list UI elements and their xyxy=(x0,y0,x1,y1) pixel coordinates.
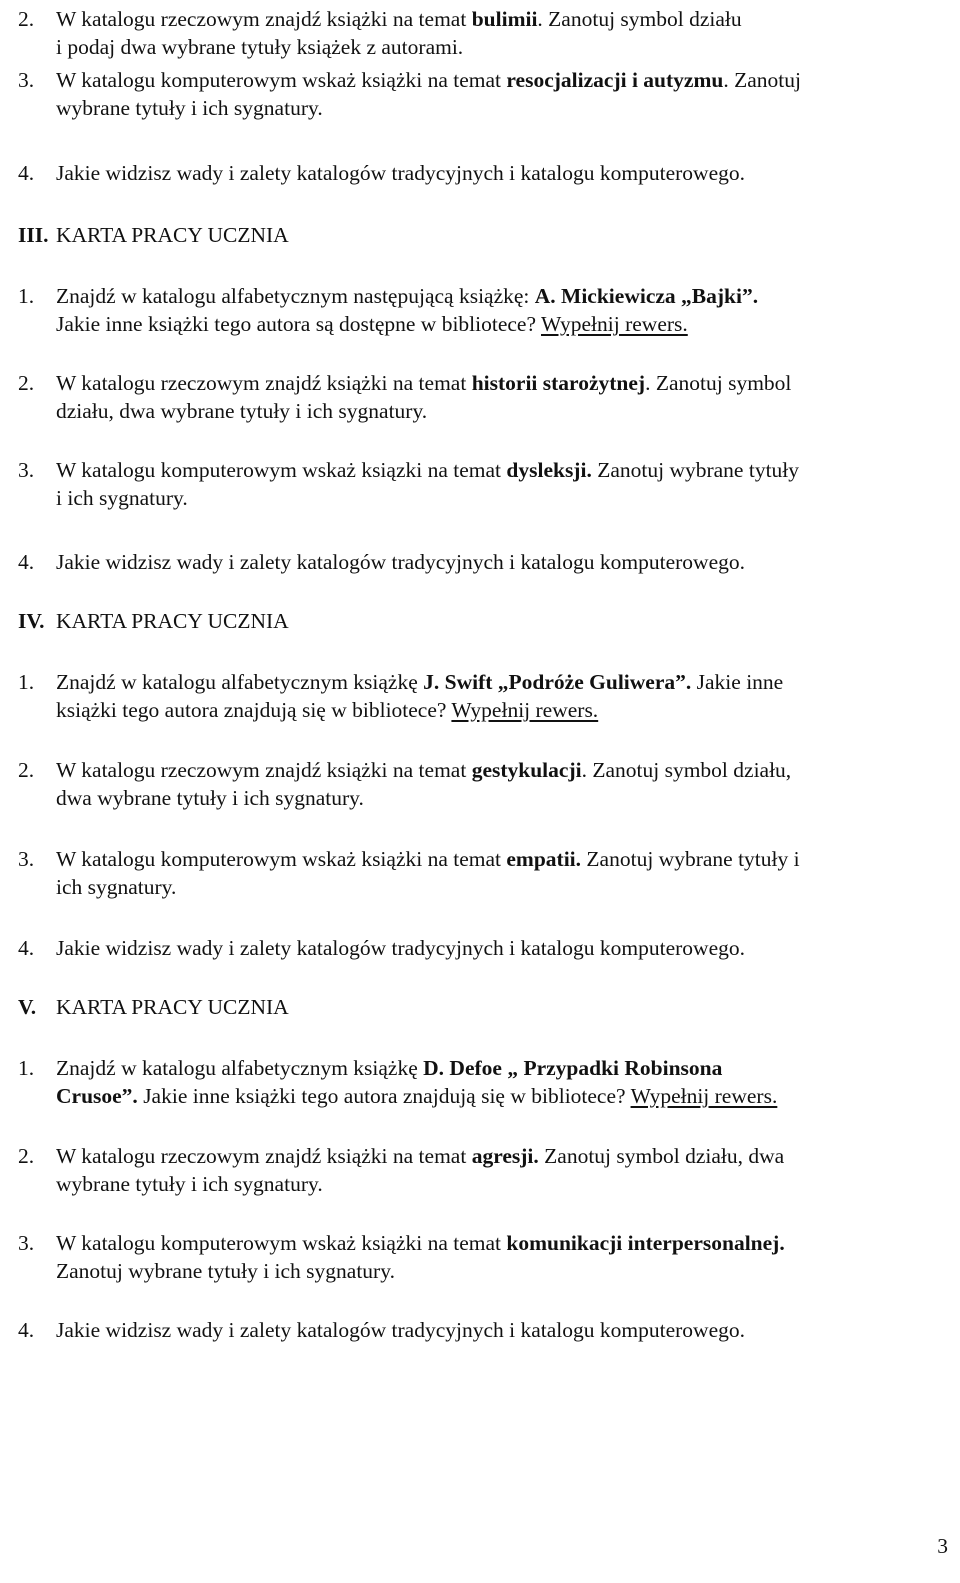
task-number: 3. xyxy=(18,1231,35,1255)
task-line xyxy=(18,369,948,397)
task-text: . Zanotuj symbol działu xyxy=(537,7,742,31)
task-item xyxy=(18,845,948,901)
bold-topic: bulimii xyxy=(471,7,538,31)
task-text: Zanotuj wybrane tytuły i ich sygnatury. xyxy=(56,1259,395,1283)
task-text: W katalogu komputerowym wskaż ksiązki na temat xyxy=(56,458,507,482)
task-text: Zanotuj wybrane tytuły i xyxy=(581,847,800,871)
task-number: 3. xyxy=(18,458,35,482)
task-text: Jakie widzisz wady i zalety katalogów tradycyjnych i katalogu komputerowego. xyxy=(56,550,745,574)
task-number: 2. xyxy=(18,7,35,31)
task-line xyxy=(18,845,948,873)
section-title: KARTA PRACY UCZNIA xyxy=(56,609,289,633)
task-text: Zanotuj symbol działu, dwa xyxy=(538,1144,785,1168)
task-line xyxy=(18,784,948,812)
task-text: W katalogu rzeczowym znajdź książki na temat xyxy=(56,1144,472,1168)
task-item xyxy=(18,66,948,122)
bold-topic: A. Mickiewicza „Bajki”. xyxy=(534,284,759,308)
task-item xyxy=(18,369,948,425)
bold-topic: D. Defoe „ Przypadki Robinsona xyxy=(423,1056,723,1080)
task-text: Znajdź w katalogu alfabetycznym książkę xyxy=(56,1056,424,1080)
task-number: 1. xyxy=(18,1056,35,1080)
bold-topic: dysleksji. xyxy=(506,458,592,482)
section-roman-numeral: V. xyxy=(18,995,37,1019)
task-number: 4. xyxy=(18,936,35,960)
task-text: Jakie widzisz wady i zalety katalogów tradycyjnych i katalogu komputerowego. xyxy=(56,161,745,185)
task-text: Znajdź w katalogu alfabetycznym następującą książkę: xyxy=(56,284,535,308)
task-item xyxy=(18,668,948,724)
task-line xyxy=(18,1082,948,1110)
task-number: 4. xyxy=(18,161,35,185)
task-item xyxy=(18,548,948,576)
task-line xyxy=(18,310,948,338)
task-line xyxy=(18,5,948,33)
task-text: W katalogu rzeczowym znajdź książki na temat xyxy=(56,371,472,395)
task-line xyxy=(18,696,948,724)
task-line xyxy=(18,1142,948,1170)
underlined-instruction: Wypełnij rewers. xyxy=(630,1084,778,1108)
task-text: wybrane tytuły i ich sygnatury. xyxy=(56,1172,323,1196)
task-text: Znajdź w katalogu alfabetycznym książkę xyxy=(56,670,424,694)
task-text: i podaj dwa wybrane tytuły książek z autorami. xyxy=(56,35,464,59)
task-item xyxy=(18,1316,948,1344)
page-number: 3 xyxy=(937,1534,948,1558)
bold-topic: Crusoe”. xyxy=(56,1084,138,1108)
task-item xyxy=(18,934,948,962)
task-line xyxy=(18,159,948,187)
task-item xyxy=(18,159,948,187)
task-number: 1. xyxy=(18,284,35,308)
task-item xyxy=(18,1229,948,1285)
task-number: 4. xyxy=(18,550,35,574)
bold-topic: historii starożytnej xyxy=(471,371,646,395)
task-line xyxy=(18,94,948,122)
task-number: 3. xyxy=(18,68,35,92)
task-text: Jakie widzisz wady i zalety katalogów tradycyjnych i katalogu komputerowego. xyxy=(56,936,745,960)
task-item xyxy=(18,456,948,512)
task-number: 2. xyxy=(18,1144,35,1168)
task-text: książki tego autora znajdują się w bibliotece? xyxy=(56,698,452,722)
task-line xyxy=(18,484,948,512)
task-line xyxy=(18,1054,948,1082)
task-line xyxy=(18,668,948,696)
task-item xyxy=(18,1142,948,1198)
bold-topic: komunikacji interpersonalnej. xyxy=(506,1231,785,1255)
task-line xyxy=(18,934,948,962)
task-text: . Zanotuj xyxy=(723,68,801,92)
bold-topic: J. Swift „Podróże Guliwera”. xyxy=(423,670,692,694)
task-text: . Zanotuj symbol działu, xyxy=(581,758,792,782)
task-text: W katalogu komputerowym wskaż książki na temat xyxy=(56,68,507,92)
task-line xyxy=(18,397,948,425)
task-text: W katalogu komputerowym wskaż książki na temat xyxy=(56,1231,507,1255)
task-line xyxy=(18,1257,948,1285)
task-text: Zanotuj wybrane tytuły xyxy=(591,458,800,482)
task-line xyxy=(18,282,948,310)
bold-topic: resocjalizacji i autyzmu xyxy=(506,68,724,92)
section-title: KARTA PRACY UCZNIA xyxy=(56,223,289,247)
task-line xyxy=(18,1170,948,1198)
task-item xyxy=(18,756,948,812)
task-line xyxy=(18,33,948,61)
task-item xyxy=(18,5,948,61)
section-roman-numeral: IV. xyxy=(18,609,45,633)
task-number: 1. xyxy=(18,670,35,694)
underlined-instruction: Wypełnij rewers. xyxy=(451,698,599,722)
task-line xyxy=(18,548,948,576)
task-text: Jakie inne książki tego autora znajdują się w bibliotece? xyxy=(137,1084,631,1108)
task-text: W katalogu komputerowym wskaż książki na temat xyxy=(56,847,507,871)
section-heading xyxy=(18,993,948,1021)
section-roman-numeral: III. xyxy=(18,223,49,247)
task-item xyxy=(18,282,948,338)
task-text: ich sygnatury. xyxy=(56,875,177,899)
task-text: działu, dwa wybrane tytuły i ich sygnatury. xyxy=(56,399,428,423)
task-text: i ich sygnatury. xyxy=(56,486,188,510)
task-item xyxy=(18,1054,948,1110)
task-number: 3. xyxy=(18,847,35,871)
task-text: . Zanotuj symbol xyxy=(645,371,792,395)
bold-topic: agresji. xyxy=(471,1144,539,1168)
task-line xyxy=(18,1316,948,1344)
task-line xyxy=(18,1229,948,1257)
task-text: Jakie widzisz wady i zalety katalogów tradycyjnych i katalogu komputerowego. xyxy=(56,1318,745,1342)
task-text: W katalogu rzeczowym znajdź książki na temat xyxy=(56,758,472,782)
task-text: dwa wybrane tytuły i ich sygnatury. xyxy=(56,786,364,810)
task-line xyxy=(18,66,948,94)
task-line xyxy=(18,873,948,901)
task-text: W katalogu rzeczowym znajdź książki na temat xyxy=(56,7,472,31)
underlined-instruction: Wypełnij rewers. xyxy=(541,312,688,336)
task-text: Jakie inne xyxy=(691,670,784,694)
section-heading xyxy=(18,607,948,635)
task-number: 4. xyxy=(18,1318,35,1342)
bold-topic: gestykulacji xyxy=(471,758,582,782)
section-title: KARTA PRACY UCZNIA xyxy=(56,995,289,1019)
section-heading xyxy=(18,221,948,249)
task-number: 2. xyxy=(18,371,35,395)
task-number: 2. xyxy=(18,758,35,782)
task-text: wybrane tytuły i ich sygnatury. xyxy=(56,96,323,120)
task-line xyxy=(18,756,948,784)
task-line xyxy=(18,456,948,484)
bold-topic: empatii. xyxy=(506,847,582,871)
task-text: Jakie inne książki tego autora są dostępne w bibliotece? xyxy=(56,312,541,336)
